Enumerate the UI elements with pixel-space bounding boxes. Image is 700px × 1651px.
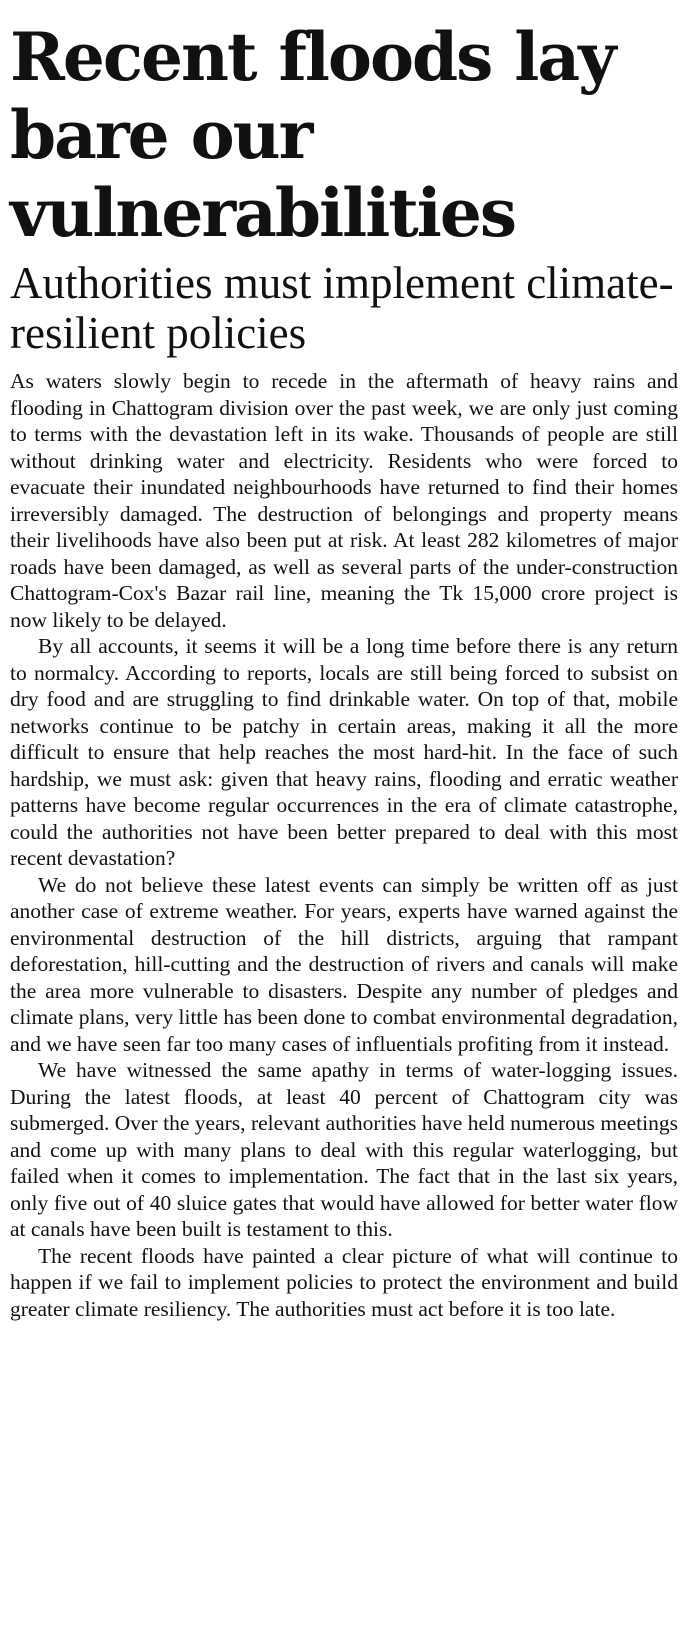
article-body (10, 368, 678, 1322)
paragraph-4: We have witnessed the same apathy in terms of water-logging issues. During the latest floods, at least 40 percent of Chattogram city was submerged. Over the years, relevant authorities have held numerous meetings and come up with many plans to deal with this regular waterlogging, but failed when it comes to implementation. The fact that in the last six years, only five out of 40 sluice gates that would have allowed for better water flow at canals have been built is testament to this. (10, 1058, 678, 1241)
paragraph-5: The recent floods have painted a clear picture of what will continue to happen if we fail to implement policies to protect the environment and build greater climate resiliency. The authorities must act before it is too late. (10, 1243, 678, 1321)
paragraph-3: We do not believe these latest events can simply be written off as just another case of extreme weather. For years, experts have warned against the environmental destruction of the hill districts, arguing that rampant deforestation, hill-cutting and the destruction of rivers and canals will make the area more vulnerable to disasters. Despite any number of pledges and climate plans, very little has been done to combat environmental degradation, and we have seen far too many cases of influentials profiting from it instead. (10, 872, 678, 1056)
paragraph-1: As waters slowly begin to recede in the aftermath of heavy rains and flooding in Chattogram division over the past week, we are only just coming to terms with the devastation left in its wake. Thousands of people are still without drinking water and electricity. Residents who were forced to evacuate their inundated neighbourhoods have returned to find their homes irreversibly damaged. The destruction of belongings and property means their livelihoods have also been put at risk. At least 282 kilometres of major roads have been damaged, as well as several parts of the under-construction Chattogram-Cox's Bazar rail line, meaning the Tk 15,000 crore project is now likely to be delayed. (10, 369, 678, 632)
subheadline: Authorities must implement climate-resilient policies (10, 258, 674, 358)
headline: Recent floods lay bare our vulnerabilities (10, 18, 615, 252)
paragraph-2: By all accounts, it seems it will be a long time before there is any return to normalcy. According to reports, locals are still being forced to subsist on dry food and are struggling to find drinkable water. On top of that, mobile networks continue to be patchy in certain areas, making it all the more difficult to ensure that help reaches the most hard-hit. In the face of such hardship, we must ask: given that heavy rains, flooding and erratic weather patterns have become regular occurrences in the era of climate catastrophe, could the authorities not have been better prepared to deal with this most recent devastation? (10, 634, 678, 870)
